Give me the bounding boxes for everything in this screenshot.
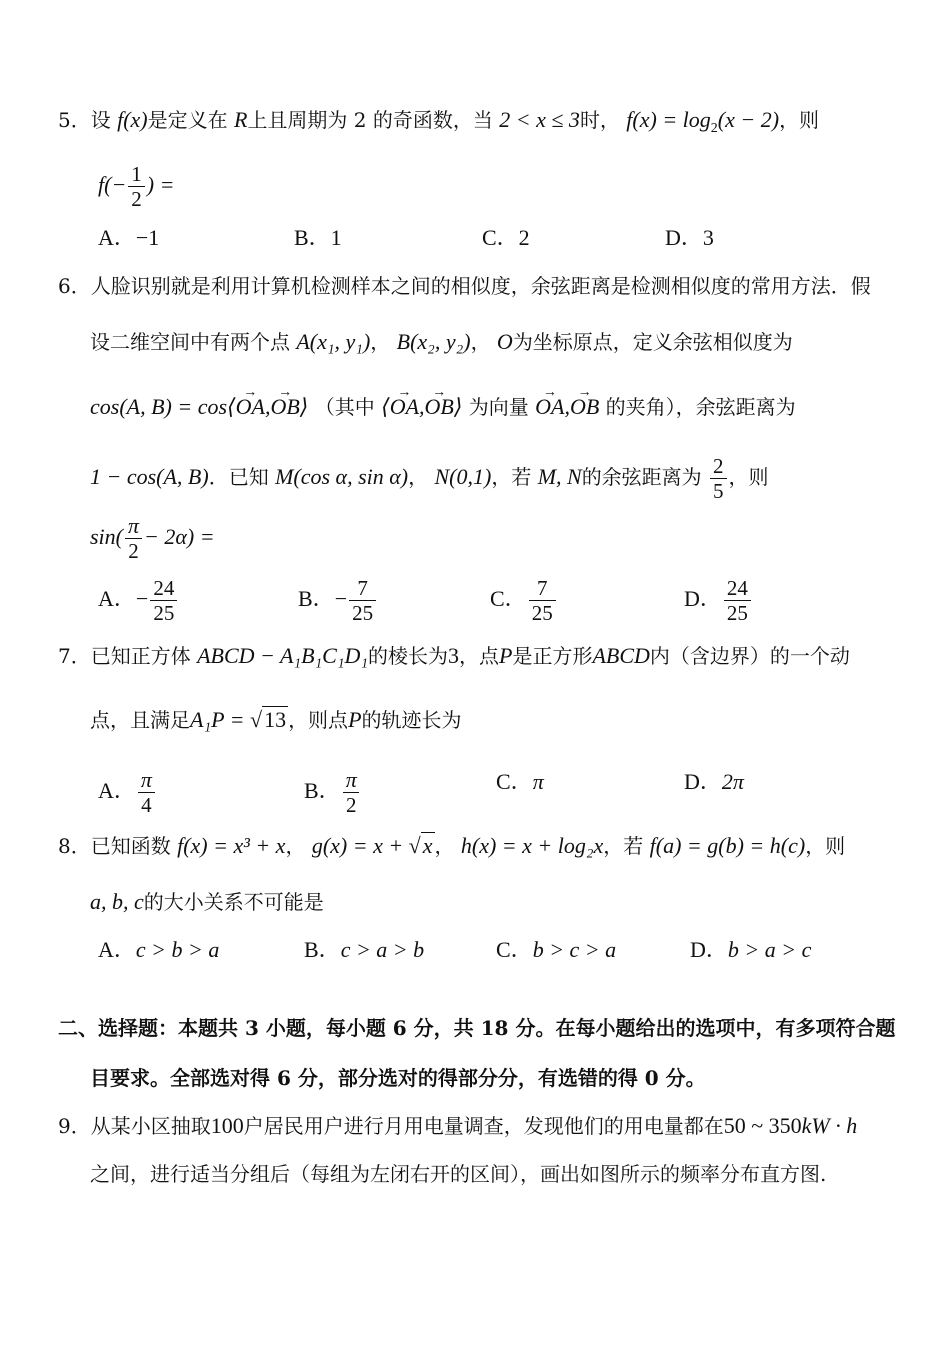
q6-option-b: B．− $\frac{7}{25}$ [298, 576, 378, 625]
fraction: $\frac{\pi}{2}$ [125, 514, 142, 563]
q6-line4: 1 − cos(A, B)．已知 M(cos α, sin α)， N(0,1)，若 M, N的余弦距离为 $\frac{2}{5}$ ，则 [90, 454, 769, 503]
q6-line1: 6．人脸识别就是利用计算机检测样本之间的相似度，余弦距离是检测相似度的常用方法．假 [58, 274, 871, 298]
fraction: $\frac{1}{2}$ [128, 162, 145, 211]
q7-option-a: A． $\frac{\pi}{4}$ [98, 768, 157, 817]
q6-line2: 设二维空间中有两个点 A(x₁, y₁)， B(x₂, y₂)， O为坐标原点，定义余弦相似度为 [90, 329, 793, 354]
q8-line1: 8．已知函数 f(x) = x³ + x， g(x) = x + √x ， h(x) = x + log₂x，若 f(a) = g(b) = h(c)，则 [58, 833, 846, 858]
vector-oa: → OA [236, 393, 265, 421]
q6-line5: sin( $\frac{\pi}{2}$ − 2α) = [90, 513, 215, 563]
q8-option-c: C．b > c > a [496, 937, 617, 962]
q9-line1: 9．从某小区抽取100户居民用户进行月用电量调查，发现他们的用电量都在50 ~ 350kW · h [58, 1113, 858, 1138]
q5-option-d: D．3 [665, 225, 714, 250]
q5-ask: f(− $\frac{1}{2}$ ) = [98, 162, 175, 211]
vector-ob: → OB [270, 393, 299, 421]
section2-heading: 二、选择题：本题共 3 小题，每小题 6 分，共 18 分。在每小题给出的选项中，有多项符合题 [58, 1016, 896, 1040]
q7-line1: 7．已知正方体 ABCD − A₁B₁C₁D₁的棱长为3，点P是正方形ABCD内（含边界）的一个动 [58, 643, 850, 668]
q7-number: 7． [58, 644, 91, 668]
q6-number: 6． [58, 274, 91, 298]
q8-option-b: B．c > a > b [304, 937, 425, 962]
q5-option-c: C．2 [482, 225, 530, 250]
q8-option-a: A．c > b > a [98, 937, 220, 962]
q8-option-d: D．b > a > c [690, 937, 812, 962]
q7-line2: 点，且满足A₁P = √13 ，则点P的轨迹长为 [90, 707, 462, 732]
q5-option-a: A．−1 [98, 225, 160, 250]
q9-number: 9． [58, 1114, 91, 1138]
q9-line2: 之间，进行适当分组后（每组为左闭右开的区间），画出如图所示的频率分布直方图. [90, 1162, 827, 1186]
q6-option-a: A．− $\frac{24}{25}$ [98, 576, 179, 625]
q7-option-c: C．π [496, 769, 544, 794]
q7-option-d: D．2π [684, 769, 744, 794]
q6-option-c: C． $\frac{7}{25}$ [490, 576, 558, 625]
q5-line1: 5．设 f(x)是定义在 R上且周期为 2 的奇函数，当 2 < x ≤ 3时， $f(x) = \log_2(x - 2)$，则 [58, 107, 820, 136]
fraction: $\frac{2}{5}$ [710, 454, 727, 503]
q6-option-d: D． $\frac{24}{25}$ [684, 576, 753, 625]
q6-line3: cos(A, B) = cos⟨→ OA,→ OB⟩ （其中 ⟨→ OA,→ OB⟩ 为向量 → OA,→ OB 的夹角），余弦距离为 [90, 393, 796, 421]
q7-option-b: B． $\frac{\pi}{2}$ [304, 768, 362, 817]
q8-number: 8． [58, 834, 91, 858]
q5-number: 5． [58, 108, 91, 132]
q8-line2: a, b, c的大小关系不可能是 [90, 889, 324, 914]
q5-option-b: B．1 [294, 225, 342, 250]
section2-instructions: 目要求。全部选对得 6 分，部分选对的得部分分，有选错的得 0 分。 [90, 1066, 706, 1090]
